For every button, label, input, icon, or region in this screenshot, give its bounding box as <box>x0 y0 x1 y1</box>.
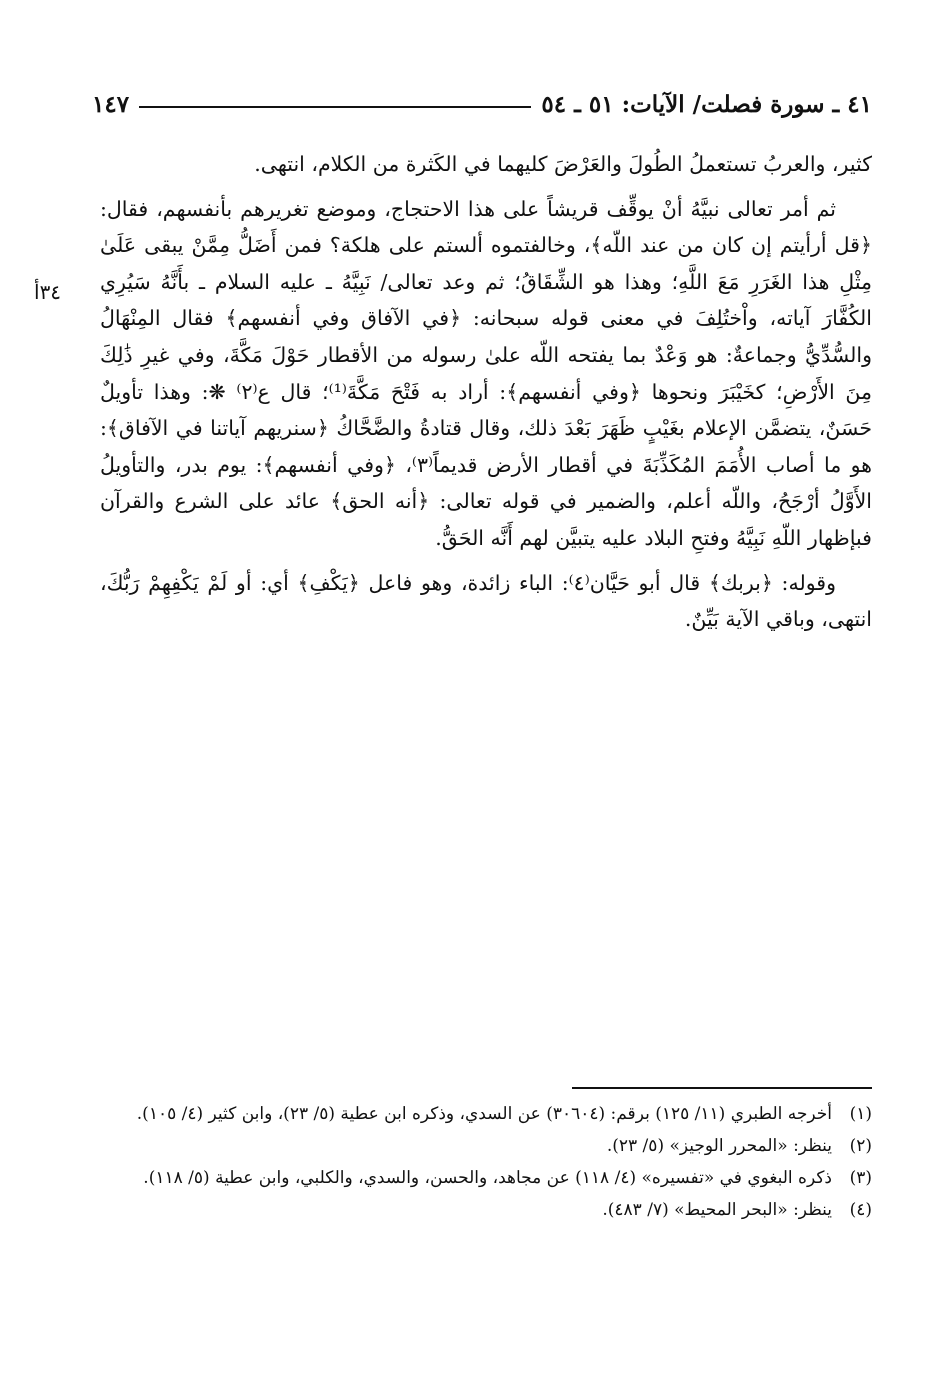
paragraph: ثم أمر تعالى نبيَّهُ أنْ يوقِّف قريشاً على هذا الاحتجاج، وموضع تغريرهم بأنفسهم، فقال: ﴿قل أرأيتم إن كان من عند اللّه﴾، وخالفتموه ألستم على هلكة؟ فمن أَضَلُّ مِمَّنْ يبقى عَلَىٰ مِثْلِ هذا الغَرَرِ مَعَ اللَّهِ؛ وهذا هو الشِّقَاقُ؛ ثم وعد تعالى/ نَبِيَّهُ ـ عليه السلام ـ بأَنَّهُ سَيُرِي الكُفَّارَ آياته، واْختُلِفَ في معنى قوله سبحانه: ﴿في الآفاق وفي أنفسهم﴾ فقال المِنْهَالُ والسُّدِّيُّ وجماعةٌ: هو وَعْدٌ بما يفتحه اللّه علىٰ رسوله من الأقطار حَوْلَ مَكَّةَ، وفي غيرِ ذَٰلِكَ مِنَ الأَرْضِ؛ كخَيْبَرَ ونحوها ﴿وفي أنفسهم﴾: أراد به فَتْحَ مَكَّةَ⁽¹⁾؛ قال ع⁽٢⁾ ❋: وهذا تأويلٌ حَسَنٌ، يتضمَّن الإعلام بغَيْبٍ ظَهَرَ بَعْدَ ذلك، وقال قتادةُ والضَّحَّاكُ ﴿سنريهم آياتنا في الآفاق﴾: هو ما أصاب الأُمَمَ المُكَذِّبَةَ في أقطار الأرض قديماً⁽٣⁾، ﴿وفي أنفسهم﴾: يوم بدر، والتأويلُ الأَوَّلُ أرْجَحُ، واللّه أعلم، والضمير في قوله تعالى: ﴿أنه الحق﴾ عائد على الشرع والقرآن فبإظهار اللّهِ نَبِيَّهُ وفتحِ البلاد عليه يتبيَّن لهم أَنَّه الحَقُّ. <box>100 196 872 550</box>
footnote-text: ينظر: «البحر المحيط» (٧/ ٤٨٣). <box>602 1200 832 1220</box>
footnote-number: (١) <box>849 1104 872 1124</box>
page-number: ١٤٧ <box>92 90 130 118</box>
footnote-separator <box>572 1087 872 1089</box>
footnote <box>100 1100 872 1129</box>
footnote-number: (٣) <box>849 1168 872 1188</box>
header-rule <box>139 106 531 108</box>
footnotes <box>100 1100 872 1228</box>
margin-folio-note: ٣٤أ <box>34 280 62 304</box>
footnote-number: (٢) <box>849 1136 872 1156</box>
footnote <box>100 1132 872 1161</box>
main-text <box>100 146 872 646</box>
paragraph: كثير، والعربُ تستعملُ الطُولَ والعَرْضَ كليهما في الكَثرة من الكلام، انتهى. <box>254 152 872 176</box>
paragraph: وقوله: ﴿بربك﴾ قال أبو حَيَّان⁽٤⁾: الباء زائدة، وهو فاعل ﴿يَكْفِ﴾ أي: أو لَمْ يَكْفِهِمْ رَبُّكَ، انتهى، وباقي الآية بَيِّنٌ. <box>100 570 872 632</box>
footnote <box>100 1196 872 1225</box>
footnote-text: ينظر: «المحرر الوجيز» (٥/ ٢٣). <box>606 1136 832 1156</box>
running-title: ٤١ ـ سورة فصلت/ الآيات: ٥١ ـ ٥٤ <box>541 90 872 118</box>
page-header <box>92 86 872 122</box>
footnote-text: ذكره البغوي في «تفسيره» (٤/ ١١٨) عن مجاهد، والحسن، والسدي، والكلبي، وابن عطية (٥/ ١١٨). <box>143 1168 832 1188</box>
footnote <box>100 1164 872 1193</box>
footnote-text: أخرجه الطبري (١١/ ١٢٥) برقم: (٣٠٦٠٤) عن السدي، وذكره ابن عطية (٥/ ٢٣)، وابن كثير (٤/ ١٠٥). <box>136 1104 832 1124</box>
footnote-number: (٤) <box>849 1200 872 1220</box>
